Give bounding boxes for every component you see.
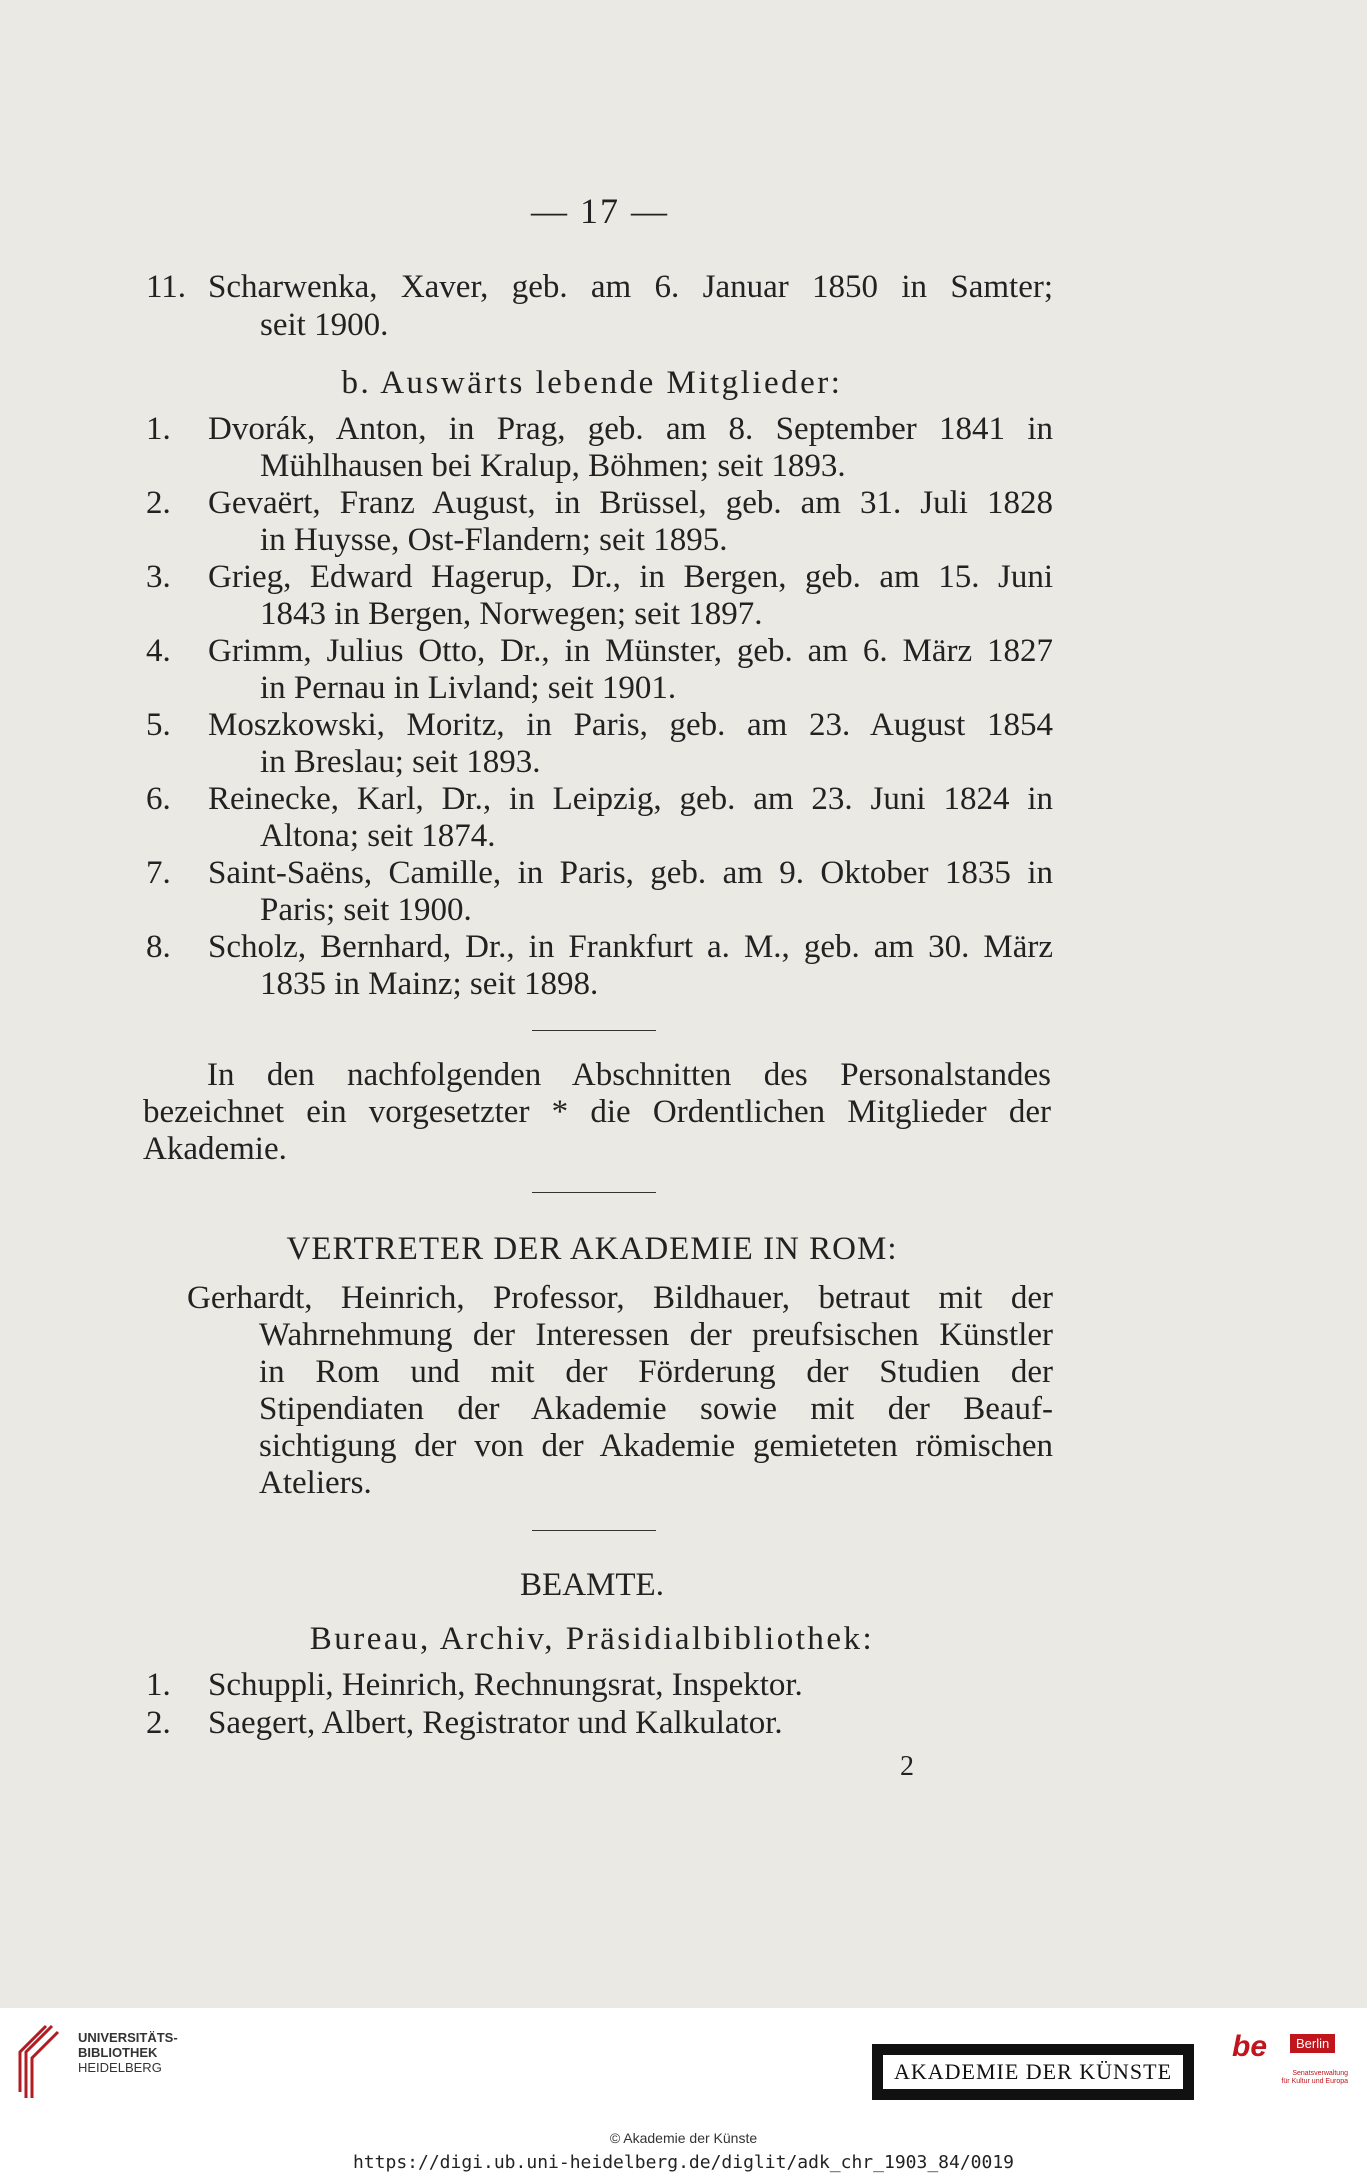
list-item-line: Gevaërt, Franz August, in Brüssel, geb. am 31. Juli 1828 [208, 485, 1053, 521]
divider-rule [532, 1192, 656, 1193]
berlin-logo-be: be [1232, 2030, 1268, 2063]
paragraph-line: Wahrnehmung der Interessen der preufsischen Künstler [259, 1317, 1053, 1353]
entry-number: 11. [146, 269, 187, 305]
section-heading: b. Auswärts lebende Mitglieder: [341, 365, 843, 401]
paragraph-line: Gerhardt, Heinrich, Professor, Bildhauer, betraut mit der [187, 1280, 1053, 1316]
permalink[interactable]: https://digi.ub.uni-heidelberg.de/diglit/adk_chr_1903_84/0019 [352, 2152, 1015, 2173]
list-number: 2. [146, 485, 171, 521]
list-number: 1. [146, 1667, 171, 1703]
library-line: UNIVERSITÄTS- [78, 2030, 178, 2045]
note-paragraph [143, 1057, 1051, 1168]
list-number: 5. [146, 707, 171, 743]
berlin-logo-badge: Berlin [1290, 2034, 1335, 2053]
list-item-line: 1843 in Bergen, Norwegen; seit 1897. [260, 596, 763, 632]
list-item-line: Reinecke, Karl, Dr., in Leipzig, geb. am 23. Juni 1824 in [208, 781, 1053, 817]
beamte-heading: BEAMTE. [520, 1567, 664, 1603]
paragraph-line: Stipendiaten der Akademie sowie mit der Beauf- [259, 1391, 1053, 1427]
library-logo-icon [12, 2022, 62, 2102]
list-item-line: Grieg, Edward Hagerup, Dr., in Bergen, geb. am 15. Juni [208, 559, 1053, 595]
page-number: — 17 — [531, 191, 669, 231]
rome-paragraph [187, 1280, 1053, 1502]
berlin-logo[interactable] [1232, 2030, 1350, 2090]
list-item-line: Scholz, Bernhard, Dr., in Frankfurt a. M., geb. am 30. März [208, 929, 1053, 965]
signature-mark: 2 [900, 1751, 914, 1782]
paragraph-line: Ateliers. [259, 1465, 372, 1501]
list-item-line: Grimm, Julius Otto, Dr., in Münster, geb. am 6. März 1827 [208, 633, 1053, 669]
list-item-line: Paris; seit 1900. [260, 892, 472, 928]
list-item-line: in Pernau in Livland; seit 1901. [260, 670, 677, 706]
paragraph-line: bezeichnet ein vorgesetzter * die Ordentlichen Mitglieder der [143, 1094, 1051, 1130]
list-item-line: Mühlhausen bei Kralup, Böhmen; seit 1893. [260, 448, 846, 484]
list-number: 3. [146, 559, 171, 595]
staff-item: Schuppli, Heinrich, Rechnungsrat, Inspektor. [208, 1667, 803, 1703]
list-number: 2. [146, 1705, 171, 1741]
adk-logo-label: AKADEMIE DER KÜNSTE [882, 2054, 1184, 2090]
entry-line: seit 1900. [260, 307, 389, 343]
list-number: 8. [146, 929, 171, 965]
paragraph-line: In den nachfolgenden Abschnitten des Personalstandes [207, 1057, 1051, 1093]
bureau-heading: Bureau, Archiv, Präsidialbibliothek: [309, 1621, 875, 1657]
adk-logo[interactable] [872, 2044, 1194, 2100]
divider-rule [532, 1530, 656, 1531]
divider-rule [532, 1030, 656, 1031]
viewer-footer [0, 2008, 1367, 2181]
list-item-line: 1835 in Mainz; seit 1898. [260, 966, 599, 1002]
library-line: BIBLIOTHEK [78, 2045, 158, 2060]
berlin-logo-subtitle [1260, 2070, 1348, 2086]
paragraph-line: sichtigung der von der Akademie gemieteten römischen [259, 1428, 1053, 1464]
list-number: 7. [146, 855, 171, 891]
list-item-line: Moszkowski, Moritz, in Paris, geb. am 23. August 1854 [208, 707, 1053, 743]
list-number: 6. [146, 781, 171, 817]
entry-line: Scharwenka, Xaver, geb. am 6. Januar 1850 in Samter; [208, 269, 1053, 305]
list-item-line: Dvorák, Anton, in Prag, geb. am 8. September 1841 in [208, 411, 1053, 447]
copyright-notice: © Akademie der Künste [609, 2130, 758, 2146]
rome-heading: VERTRETER DER AKADEMIE IN ROM: [286, 1231, 898, 1267]
list-number: 1. [146, 411, 171, 447]
paragraph-line: in Rom und mit der Förderung der Studien der [259, 1354, 1053, 1390]
library-line: HEIDELBERG [78, 2060, 162, 2075]
list-item-line: in Huysse, Ost-Flandern; seit 1895. [260, 522, 728, 558]
berlin-sub-line: für Kultur und Europa [1281, 2078, 1348, 2085]
staff-item: Saegert, Albert, Registrator und Kalkulator. [208, 1705, 783, 1741]
berlin-sub-line: Senatsverwaltung [1292, 2070, 1348, 2077]
list-number: 4. [146, 633, 171, 669]
library-name [78, 2030, 178, 2075]
list-item-line: in Breslau; seit 1893. [260, 744, 541, 780]
list-item-line: Altona; seit 1874. [260, 818, 496, 854]
list-item-line: Saint-Saëns, Camille, in Paris, geb. am 9. Oktober 1835 in [208, 855, 1053, 891]
paragraph-line: Akademie. [143, 1131, 287, 1167]
